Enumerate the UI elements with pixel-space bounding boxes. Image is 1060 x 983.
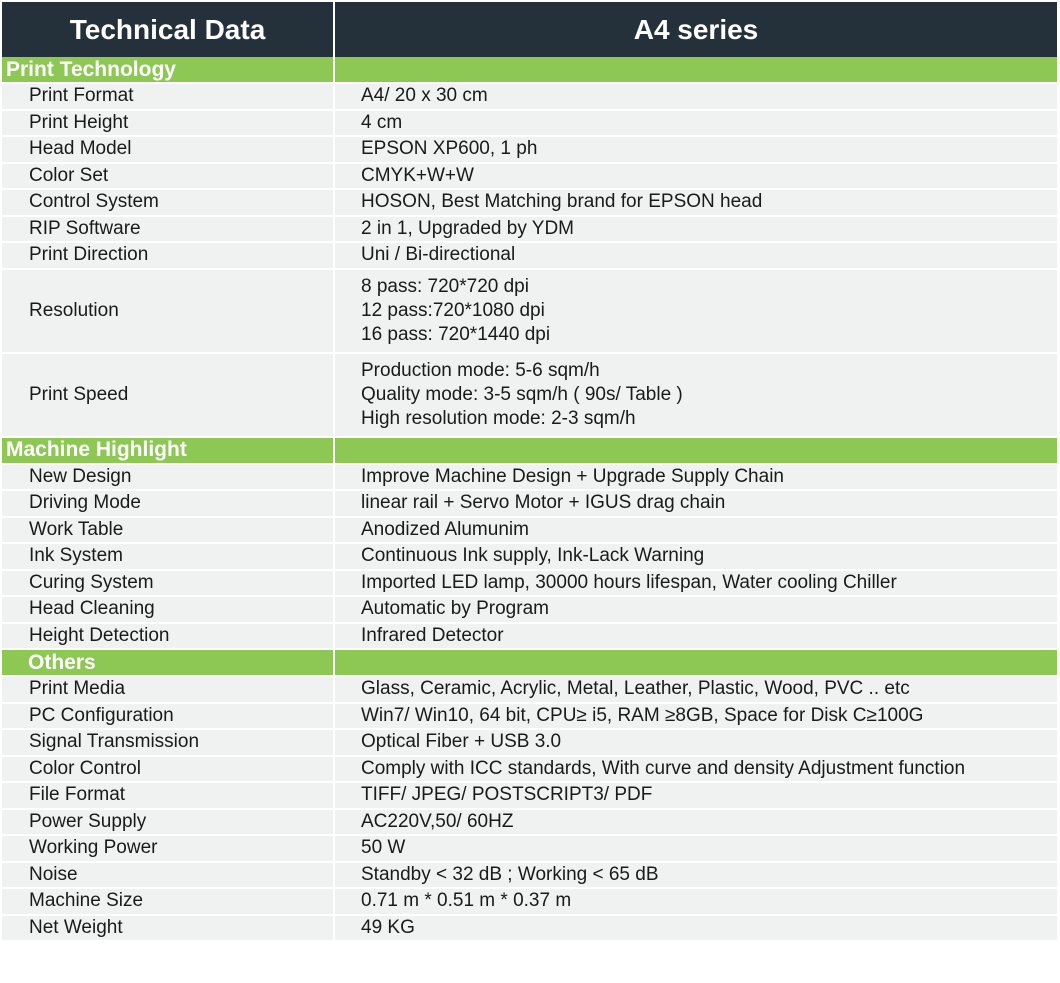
spec-label: Working Power (2, 836, 335, 863)
header-series: A4 series (335, 2, 1057, 57)
spec-label: PC Configuration (2, 704, 335, 731)
value-line: 12 pass:720*1080 dpi (361, 299, 545, 321)
spec-value: Imported LED lamp, 30000 hours lifespan, Water cooling Chiller (335, 571, 1057, 598)
table-row (2, 677, 1057, 704)
table-row (2, 624, 1057, 651)
spec-label: Print Speed (2, 354, 335, 438)
spec-value: Anodized Alumunim (335, 518, 1057, 545)
table-row (2, 863, 1057, 890)
table-row (2, 491, 1057, 518)
spec-label: Head Cleaning (2, 597, 335, 624)
spec-label: Print Height (2, 111, 335, 138)
spec-label: Signal Transmission (2, 730, 335, 757)
spec-label: Color Control (2, 757, 335, 784)
table-row (2, 836, 1057, 863)
technical-data-table (2, 2, 1057, 942)
value-line: Production mode: 5-6 sqm/h (361, 359, 600, 381)
table-row (2, 270, 1057, 354)
spec-label: Print Media (2, 677, 335, 704)
table-row (2, 783, 1057, 810)
spec-value: Automatic by Program (335, 597, 1057, 624)
table-row (2, 916, 1057, 943)
spec-value: Glass, Ceramic, Acrylic, Metal, Leather, Plastic, Wood, PVC .. etc (335, 677, 1057, 704)
section-print-technology (2, 57, 1057, 84)
table-row (2, 111, 1057, 138)
spec-value: Comply with ICC standards, With curve and density Adjustment function (335, 757, 1057, 784)
table-row (2, 354, 1057, 438)
table-row (2, 571, 1057, 598)
spec-label: Resolution (2, 270, 335, 354)
spec-value: 4 cm (335, 111, 1057, 138)
spec-value: Optical Fiber + USB 3.0 (335, 730, 1057, 757)
spec-label: Work Table (2, 518, 335, 545)
spec-label: Noise (2, 863, 335, 890)
spec-label: Height Detection (2, 624, 335, 651)
spec-label: New Design (2, 465, 335, 492)
spec-value: A4/ 20 x 30 cm (335, 84, 1057, 111)
spec-label: Control System (2, 190, 335, 217)
spec-value (335, 270, 1057, 354)
spec-value: CMYK+W+W (335, 164, 1057, 191)
section-title: Machine Highlight (2, 438, 335, 465)
table-row (2, 217, 1057, 244)
spec-value: Infrared Detector (335, 624, 1057, 651)
spec-label: Head Model (2, 137, 335, 164)
spec-label: Ink System (2, 544, 335, 571)
value-line: 8 pass: 720*720 dpi (361, 275, 529, 297)
table-row (2, 757, 1057, 784)
table-row (2, 889, 1057, 916)
spec-label: Color Set (2, 164, 335, 191)
table-row (2, 518, 1057, 545)
spec-label: Print Format (2, 84, 335, 111)
spec-label: Driving Mode (2, 491, 335, 518)
spec-value (335, 354, 1057, 438)
table-row (2, 465, 1057, 492)
section-others (2, 650, 1057, 677)
table-row (2, 84, 1057, 111)
spec-value: Win7/ Win10, 64 bit, CPU≥ i5, RAM ≥8GB, Space for Disk C≥100G (335, 704, 1057, 731)
table-row (2, 190, 1057, 217)
spec-value: Continuous Ink supply, Ink-Lack Warning (335, 544, 1057, 571)
spec-value: Improve Machine Design + Upgrade Supply Chain (335, 465, 1057, 492)
table-row (2, 544, 1057, 571)
spec-label: Machine Size (2, 889, 335, 916)
table-row (2, 164, 1057, 191)
header-technical-data: Technical Data (2, 2, 335, 57)
value-line: Quality mode: 3-5 sqm/h ( 90s/ Table ) (361, 383, 683, 405)
spec-value: 0.71 m * 0.51 m * 0.37 m (335, 889, 1057, 916)
table-row (2, 243, 1057, 270)
spec-value: AC220V,50/ 60HZ (335, 810, 1057, 837)
section-title: Print Technology (2, 57, 335, 84)
section-title: Others (2, 650, 335, 677)
spec-value: Uni / Bi-directional (335, 243, 1057, 270)
table-row (2, 810, 1057, 837)
spec-value: Standby < 32 dB ; Working < 65 dB (335, 863, 1057, 890)
table-row (2, 730, 1057, 757)
spec-value: TIFF/ JPEG/ POSTSCRIPT3/ PDF (335, 783, 1057, 810)
table-row (2, 597, 1057, 624)
section-machine-highlight (2, 438, 1057, 465)
spec-value: 49 KG (335, 916, 1057, 943)
spec-label: Net Weight (2, 916, 335, 943)
spec-label: Power Supply (2, 810, 335, 837)
table-header (2, 2, 1057, 57)
spec-label: Curing System (2, 571, 335, 598)
spec-value: linear rail + Servo Motor + IGUS drag chain (335, 491, 1057, 518)
spec-value: HOSON, Best Matching brand for EPSON head (335, 190, 1057, 217)
table-row (2, 704, 1057, 731)
value-line: High resolution mode: 2-3 sqm/h (361, 407, 636, 429)
table-row (2, 137, 1057, 164)
spec-label: Print Direction (2, 243, 335, 270)
spec-label: RIP Software (2, 217, 335, 244)
value-line: 16 pass: 720*1440 dpi (361, 323, 551, 345)
spec-value: 2 in 1, Upgraded by YDM (335, 217, 1057, 244)
spec-value: EPSON XP600, 1 ph (335, 137, 1057, 164)
spec-sheet (2, 2, 1057, 942)
spec-label: File Format (2, 783, 335, 810)
spec-value: 50 W (335, 836, 1057, 863)
